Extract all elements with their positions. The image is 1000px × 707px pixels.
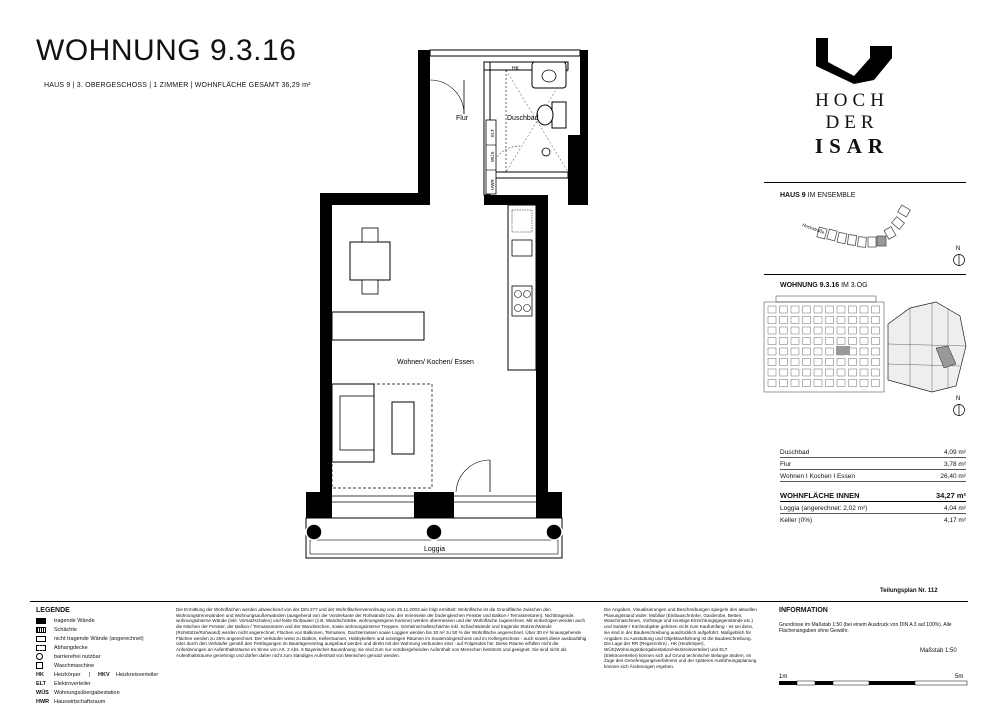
facade-window: [849, 359, 857, 366]
facade-window: [780, 306, 788, 313]
facade-window: [814, 369, 822, 376]
facade-window: [872, 359, 880, 366]
area-name: WOHNFLÄCHE INNEN: [780, 491, 860, 500]
legend-item: ELT Elektroverteiler: [36, 680, 91, 687]
window-top: [430, 50, 580, 56]
legend-item: HK Heizkörper | HKV Heizkreisverteiler: [36, 671, 159, 678]
facade-window: [860, 306, 868, 313]
facade-window: [849, 317, 857, 324]
facade-window: [814, 348, 822, 355]
label-elt: ELT: [490, 129, 495, 137]
brand-line-2: DER: [825, 112, 879, 133]
ensemble-heading: HAUS 9 IM ENSEMBLE: [780, 192, 856, 199]
facade-window: [860, 369, 868, 376]
svg-text:5m: 5m: [955, 674, 964, 680]
accessible-icon: [36, 653, 43, 660]
facade-window: [860, 338, 868, 345]
divider: [764, 274, 966, 275]
facade-window: [791, 369, 799, 376]
facade-window: [872, 338, 880, 345]
label-hk: HK: [512, 66, 519, 72]
facade-window: [860, 327, 868, 334]
area-row: [780, 482, 966, 502]
svg-text:1m: 1m: [779, 674, 788, 680]
facade-window: [803, 380, 811, 387]
label-wus: WÜS: [490, 151, 495, 162]
facade-window: [872, 380, 880, 387]
facade-window: [791, 327, 799, 334]
facade-window: [791, 338, 799, 345]
column-left: [306, 524, 322, 540]
area-name: Duschbad: [780, 449, 810, 456]
facade-window: [803, 306, 811, 313]
legend-item: Waschmaschine: [36, 661, 94, 670]
brand-line-3: ISAR: [814, 134, 890, 158]
facade-window: [837, 380, 845, 387]
facade-window: [860, 317, 868, 324]
area-value: 4,17 m²: [943, 517, 966, 524]
scale-text: Maßstab 1:50: [920, 648, 957, 654]
legend-item: WÜS Wohnungsübergabestation: [36, 689, 120, 696]
pier-middle: [414, 492, 454, 518]
svg-text:N: N: [956, 246, 961, 252]
wall-mid: [484, 195, 548, 205]
label-wohnen: Wohnen/ Kochen/ Essen: [397, 359, 474, 366]
notes-column-2: Die Angaben, Visualisierungen und Beschreibungen spiegeln den aktuellen Planungsstand wider. Mobiliar (Einbauschränke, Garderobe, Betten, Waschmaschinen, Vorhänge und sonstige Einrichtungsgegenstände etc.) und Sanitär-/ Kücheobjekte gehören nicht zum Kaufumfang - es sei denn, sie sind in der Baubeschreibung ausdrücklich aufgeführt. Maßgeblich für Angaben zu Ausstattung und Objektausführung ist die Baubeschreibung. Die Lage der RR (Regenrohre) , HK (Heizkörper), WÜS(Wohnungsübergabestation/Heizkreisverteiler) und ELT (Elektroverteiler) können sich auf Grund technischer Belange ändern. Im Zuge des Genehmigungsverfahrens und der späteren Ausführungsplanung können sich Änderungen ergeben.: [604, 607, 757, 670]
facade-window: [826, 338, 834, 345]
facade-window: [837, 359, 845, 366]
area-name: Wohnen I Kochen I Essen: [780, 473, 856, 480]
legend-item: Schächte: [36, 625, 77, 634]
dining-table: [350, 242, 390, 280]
facade-window: [860, 359, 868, 366]
shaft-swatch-icon: [36, 627, 46, 633]
facade-window: [803, 348, 811, 355]
facade-window: [826, 348, 834, 355]
facade-window: [791, 306, 799, 313]
area-value: 26,40 m²: [940, 473, 966, 480]
facade-window: [814, 306, 822, 313]
facade-window: [837, 306, 845, 313]
legend-item: Abhangdecke: [36, 643, 88, 652]
area-row: [780, 502, 966, 514]
facade-window: [860, 348, 868, 355]
wall-flur-left: [418, 50, 430, 205]
facade-window: [780, 380, 788, 387]
facade-window: [814, 359, 822, 366]
north-arrow-icon: [952, 244, 966, 268]
north-arrow-icon: [952, 394, 966, 418]
facade-window: [780, 317, 788, 324]
facade-window: [872, 306, 880, 313]
sideboard: [332, 312, 424, 340]
footer-divider: [30, 601, 968, 602]
facade-window: [837, 338, 845, 345]
notes-column-1: Die Ermittlung der Wohnflächen werden abweichend von der DIN 277 und der Wohnflächenverordnung vom 25.11.2003 wie folgt ermittelt: Wohnfläche ist die Grundfläche zwischen den Wohnungstrennwänden und Wohnungsaußenwänden (ausgehend von der Vorderkante der Rohwände bzw. der Innenseite der bodengleichen Fenster und Balkon-/ Terrassentüren). Nichttragende, wohnungsinterne Wände (inkl. Vorsatzschalen) und feste Einbauten (z.B. Wandschränke, wohnungseigene Kamine) werden übermessen und der Wohnfläche zugerechnet. Mit einbezogen werden auch die Nischen der Fenster, der Balkon-/ Terrassentüren und der Wandnischen, sowie wohnungsinterne Treppen. Gemeinschaftsschächte inkl. Schachtwände und tragende Stützen/Wände (Rohstütze/Rohwand) werden nicht angerechnet. Flächen von Balkonen, Terrassen, Dachterrassen sowie Loggien werden bis 30 m² zu 50 % der Wohnfläche angerechnet. Über 30 m² hinausgehende Flächen werden zu 25% angerechnet. Der Verkäufer weist zu Balkon, Kellerräumen, Hobbykellern und sonstigen Räumen im Souterraingeschoss und im Kellergeschoss - auch soweit diese ausbaufähig oder durch den Verkäufer gemäß den Festlegungen im Bauträgervertrag ausgebaut werden und direkt mit der Wohnung verbunden sind - auf Folgendes hin: Diese Räume erfüllen nicht die Anforderungen an Aufenthaltsräume im Sinne von Art. 2 Abs. 5 Bayerischer Bauordnung; sie sind zum nur vorübergehenden Aufenthalt von Menschen bestimmt und geeignet. Sie sind nicht als Aufenthaltsräume genehmigt und dürfen daher nicht zum ständigen Aufenthalt von Menschen genutzt werden.: [176, 607, 587, 658]
label-hwr: HWR: [490, 179, 495, 190]
legend-item: tragende Wände: [36, 616, 95, 625]
facade-window: [814, 380, 822, 387]
partition-swatch-icon: [36, 636, 46, 642]
brand-logo-text: [812, 90, 892, 158]
facade-window: [814, 338, 822, 345]
apartment-facade-highlight: [836, 346, 850, 355]
facade-window: [826, 369, 834, 376]
facade-window: [826, 317, 834, 324]
floor-heading: WOHNUNG 9.3.16 IM 3.OG: [780, 282, 868, 289]
facade-window: [803, 338, 811, 345]
column-middle: [426, 524, 442, 540]
legend-heading: LEGENDE: [36, 607, 70, 614]
brand-line-1: HOCH: [815, 90, 889, 111]
facade-window: [768, 359, 776, 366]
label-loggia: Loggia: [424, 546, 446, 553]
facade-window: [849, 327, 857, 334]
facade-window: [849, 338, 857, 345]
facade-window: [849, 380, 857, 387]
area-value: 4,04 m²: [943, 505, 966, 512]
area-value: 4,09 m²: [943, 449, 966, 456]
divider: [764, 182, 966, 183]
area-row: [780, 458, 966, 470]
ceiling-swatch-icon: [36, 645, 46, 651]
facade-window: [803, 369, 811, 376]
floor-key-plan: [760, 294, 970, 394]
facade-window: [791, 380, 799, 387]
facade-window: [791, 348, 799, 355]
facade-windows: [768, 306, 880, 387]
pier-left: [306, 492, 332, 518]
facade-window: [780, 338, 788, 345]
facade-window: [872, 327, 880, 334]
facade-window: [826, 380, 834, 387]
column-right: [546, 524, 562, 540]
area-name: Flur: [780, 461, 792, 468]
haus-9-highlight: [877, 236, 886, 246]
facade-window: [849, 369, 857, 376]
shaft-right: [568, 135, 588, 205]
toilet: [552, 102, 566, 128]
facade-window: [768, 327, 776, 334]
facade-window: [837, 369, 845, 376]
facade-window: [837, 327, 845, 334]
facade-window: [814, 327, 822, 334]
area-row: [780, 470, 966, 482]
area-table: [780, 446, 966, 525]
area-row: [780, 514, 966, 525]
page-title: WOHNUNG 9.3.16: [36, 34, 297, 67]
legend-item: HWR Hauswirtschaftsraum: [36, 698, 106, 705]
facade-window: [803, 359, 811, 366]
area-row: [780, 446, 966, 458]
facade-window: [872, 369, 880, 376]
area-name: Loggia (angerechnet: 2,02 m²): [780, 505, 868, 512]
facade-window: [872, 348, 880, 355]
facade-window: [780, 348, 788, 355]
facade-window: [768, 380, 776, 387]
label-duschbad: Duschbad: [507, 115, 539, 122]
wall-swatch-icon: [36, 618, 46, 624]
facade-window: [780, 369, 788, 376]
info-heading: INFORMATION: [779, 607, 828, 614]
area-name: Keller (0%): [780, 517, 813, 524]
coffee-table: [392, 402, 414, 454]
street-label: Hochstraße: [801, 222, 826, 235]
area-value: 3,78 m²: [943, 461, 966, 468]
label-flur: Flur: [456, 115, 469, 122]
facade-window: [791, 317, 799, 324]
facade-window: [826, 327, 834, 334]
facade-window: [768, 348, 776, 355]
washing-machine-icon: [36, 662, 43, 669]
svg-text:N: N: [956, 396, 961, 402]
facade-window: [803, 327, 811, 334]
facade-window: [826, 306, 834, 313]
wall-top-right: [580, 50, 588, 140]
facade-window: [803, 317, 811, 324]
legend-item: barrierefrei nutzbar: [36, 652, 100, 661]
sink: [532, 62, 566, 88]
area-value: 34,27 m²: [935, 491, 966, 500]
facade-window: [768, 369, 776, 376]
scale-bar: [779, 670, 969, 692]
facade-window: [780, 327, 788, 334]
facade-window: [849, 306, 857, 313]
ensemble-map: [800, 200, 920, 262]
facade-window: [768, 338, 776, 345]
facade-window: [826, 359, 834, 366]
legend-item: nicht tragende Wände (angerechnet): [36, 634, 144, 643]
wall-right: [536, 195, 548, 518]
pier-right: [536, 492, 562, 518]
wall-left: [320, 193, 332, 518]
brand-logo-mark: [814, 36, 894, 86]
facade-window: [837, 317, 845, 324]
facade-window: [791, 359, 799, 366]
facade-window: [860, 380, 868, 387]
info-text: Grundrisse im Maßstab 1:50 (bei einem Ausdruck von DIN A 3 auf 100%). Alle Flächenangaben ohne Gewähr.: [779, 622, 952, 634]
page-subtitle: HAUS 9 | 3. OBERGESCHOSS | 1 ZIMMER | WOHNFLÄCHE GESAMT 36,29 m²: [44, 82, 311, 89]
partition-bath-bottom: [490, 172, 568, 178]
facade-window: [768, 317, 776, 324]
teilungsplan-number: Teilungsplan Nr. 112: [880, 588, 938, 594]
facade-window: [872, 317, 880, 324]
facade-window: [780, 359, 788, 366]
wall-top-left: [320, 193, 418, 205]
facade-window: [768, 306, 776, 313]
facade-window: [814, 317, 822, 324]
